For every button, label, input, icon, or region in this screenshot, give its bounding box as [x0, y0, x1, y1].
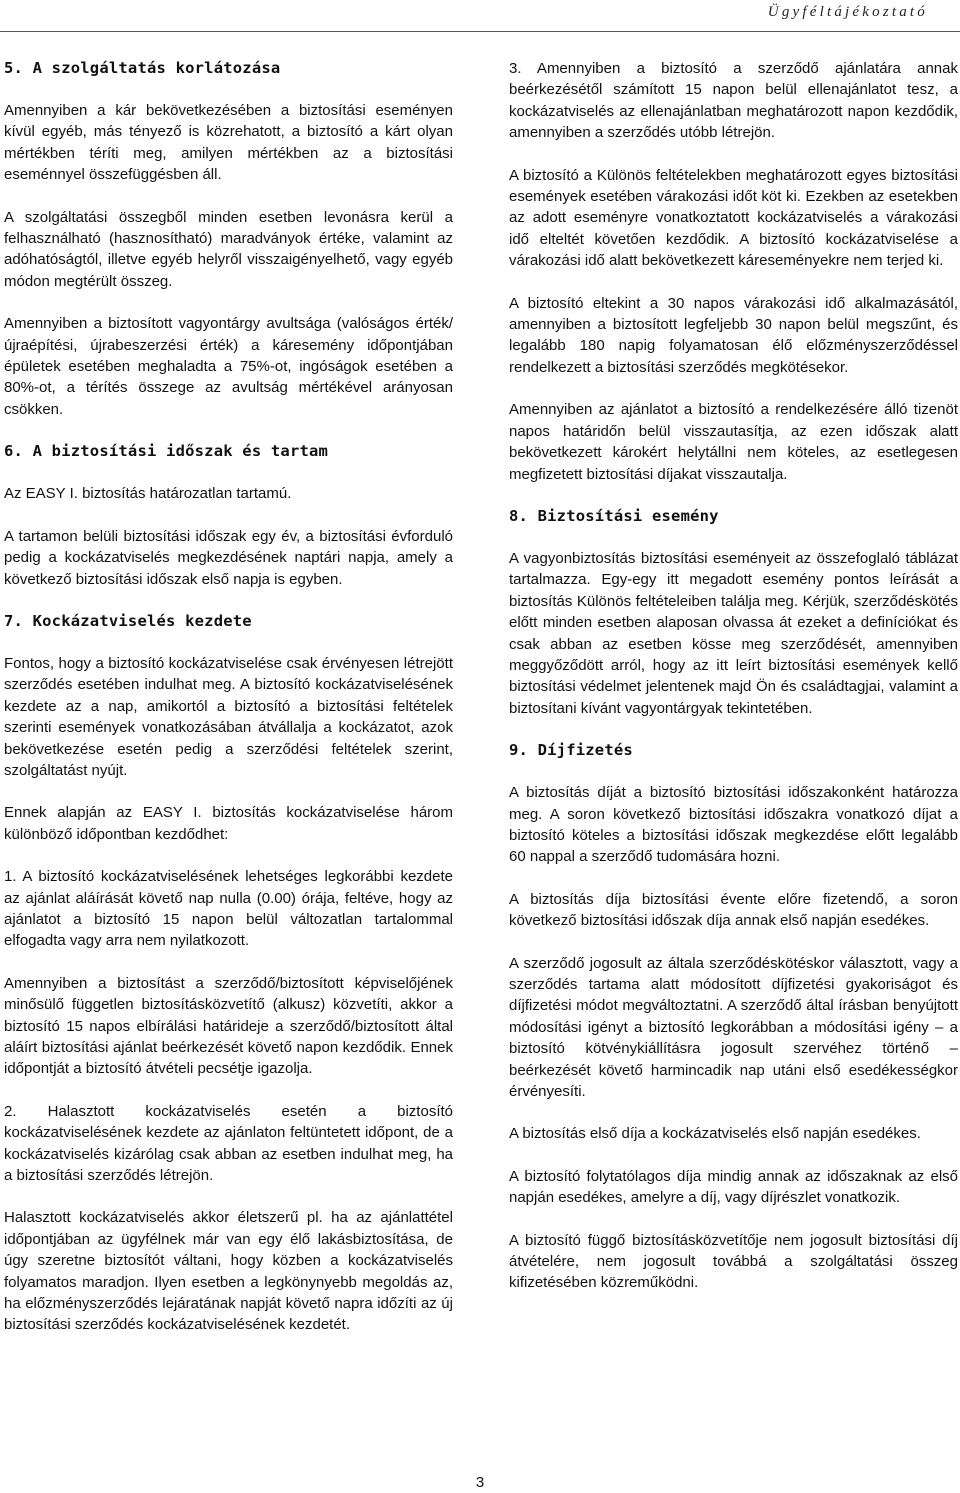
paragraph: 2. Halasztott kockázatviselés esetén a biztosító kockázatviselésének kezdete az ajánlaton feltüntetett időpont, de a kockázatviselés kizárólag csak abban az esetben indulhat meg, ha a biztosítási szerződés létrejön. [4, 1102, 453, 1185]
paragraph: A biztosító eltekint a 30 napos várakozási idő alkalmazásától, amennyiben a biztosított legfeljebb 30 napon belül megszűnt, és legalább 180 napig folyamatosan élő előzményszerződéssel rendelkezett a biztosítási szerződés megkötésekor. [509, 294, 958, 376]
paragraph: A szerződő jogosult az általa szerződéskötéskor választott, vagy a szerződés tartama alatt módosított díjfizetési gyakoriságot és díjfizetési módot megváltoztatni. A szerződő által írásban benyújtott módosítási igényt a biztosító legkorábban a módosítási igény – a biztosító kötvénykiállításra jogosult szervéhez történő – beérkezését követő harmincadik nap utáni első esedékességkor érvényesíti. [509, 954, 958, 1101]
paragraph: Az EASY I. biztosítás határozatlan tartamú. [4, 485, 292, 503]
section-heading: 6. A biztosítási időszak és tartam [4, 442, 329, 461]
section-heading: 8. Biztosítási esemény [509, 506, 719, 525]
paragraph: 3. Amennyiben a biztosító a szerződő ajánlatára annak beérkezésétől számított 15 napon belül ellenajánlatot tesz, a kockázatviselés az ellenajánlatban meghatározott napon kezdődik, amennyiben a szerződés utóbb létrejön. [509, 60, 958, 142]
section-heading: 7. Kockázatviselés kezdete [4, 611, 252, 630]
paragraph: Amennyiben a biztosított vagyontárgy avultsága (valóságos érték/újraépítési, újrabeszerzési érték) a káresemény időpontjában épületek esetében meghaladta a 75%-ot, ingóságok esetében a 80%-ot, a térítés összege az avultság mértékével arányosan csökken. [4, 315, 453, 418]
paragraph: 1. A biztosító kockázatviselésének lehetséges legkorábbi kezdete az ajánlat aláírását követő nap nulla (0.00) órája, feltéve, hogy az ajánlatot a biztosító 15 napon belül változatlan tartalommal elfogadta vagy arra nem nyilatkozott. [4, 868, 453, 950]
section-heading: 5. A szolgáltatás korlátozása [4, 59, 281, 77]
paragraph: Ennek alapján az EASY I. biztosítás kockázatviselése három különböző időpontban kezdődhet: [4, 804, 453, 843]
paragraph: A biztosítás díját a biztosító biztosítási időszakonként határozza meg. A soron következő biztosítási időszakra vonatkozó díjat a biztosító köteles a biztosítási időszak megkezdése előtt legalább 60 nappal a szerződő tudomására hozni. [509, 784, 958, 866]
paragraph: A biztosító függő biztosításközvetítője nem jogosult biztosítási díj átvételére, nem jogosult továbbá a szolgáltatási összeg kifizetésében közreműködni. [509, 1231, 958, 1292]
paragraph: Halasztott kockázatviselés akkor életszerű pl. ha az ajánlattétel időpontjában az ügyfélnek már van egy élő lakásbiztosítása, de úgy szeretne biztosítót váltani, hogy közben a kockázatviselés folyamatos maradjon. Ilyen esetben a legkönynyebb megoldás az, ha előzményszerződés lejáratának napját követő napra időzíti az új biztosítási szerződés kockázatviselésének kezdetét. [4, 1209, 453, 1334]
page-number: 3 [475, 1474, 485, 1491]
paragraph: A biztosítás díja biztosítási évente előre fizetendő, a soron következő biztosítási időszak díja annak első napján esedékes. [509, 890, 958, 930]
header-title: Ügyféltájékoztató [767, 4, 928, 20]
paragraph: A biztosítás első díja a kockázatviselés első napján esedékes. [509, 1125, 921, 1143]
paragraph: A biztosító a Különös feltételekben meghatározott egyes biztosítási események esetében várakozási időt köt ki. Ezekben az esetekben az adott eseményre vonatkoztatott kockázatviselés a várakozási idő elteltét követően kezdődik. A biztosító kockázatviselése a várakozási idő alatt bekövetkezett káreseményekre nem terjed ki. [509, 166, 958, 270]
paragraph: A vagyonbiztosítás biztosítási eseményeit az összefoglaló táblázat tartalmazza. Egy-egy itt megadott esemény pontos leírását a biztosítás Különös feltételeiben találja meg. Kérjük, szerződéskötés előtt minden esetben alaposan olvassa át ezeket a definíciókat és csak abban az esetben kösse meg szerződését, amennyiben meggyőződött arról, hogy az itt leírt biztosítási események kellő biztosítási védelmet jelentenek majd Ön és családtagjai, valamint a biztosítani kívánt vagyontárgyak tekintetében. [509, 549, 958, 717]
paragraph: A biztosító folytatólagos díja mindig annak az időszaknak az első napján esedékes, amelyre a díj, vagy díjrészlet vonatkozik. [509, 1167, 958, 1207]
left-column [4, 58, 453, 1357]
section-heading: 9. Díjfizetés [509, 741, 633, 760]
paragraph: Amennyiben az ajánlatot a biztosító a rendelkezésére álló tizenöt napos határidőn belül visszautasítja, az ezen időszak alatt bekövetkezett károkért helytállni nem köteles, az esetlegesen megfizetett biztosítási díjakat visszautalja. [509, 401, 958, 483]
paragraph: Amennyiben a kár bekövetkezésében a biztosítási eseményen kívül egyéb, más tényező is közrehatott, a biztosító a kárt olyan mértékben téríti meg, amilyen mértékben az a biztosítási eseménnyel összefüggésben áll. [4, 102, 453, 184]
page-header [0, 0, 960, 30]
paragraph: Amennyiben a biztosítást a szerződő/biztosított képviselőjének minősülő független biztosításközvetítő (alkusz) közvetíti, akkor a biztosító 15 napos elbírálási határideje a szerződő/biztosított által aláírt biztosítási ajánlat beérkezését követő napon kezdődik. Ennek időpontját a biztosító átvételi pecsétje igazolja. [4, 974, 453, 1078]
paragraph: A szolgáltatási összegből minden esetben levonásra kerül a felhasználható (hasznosítható) maradványok értéke, valamint az adóhatóságtól, illetve egyéb helyről visszaigényelhető, vagy egyéb módon megtérült összeg. [4, 208, 453, 290]
paragraph: Fontos, hogy a biztosító kockázatviselése csak érvényesen létrejött szerződés esetében indulhat meg. A biztosító kockázatviselésének kezdete az a nap, amikortól a biztosító a biztosítási feltételek szerinti események vonatkozásában átvállalja a kockázatot, azok bekövetkezése esetén pedig a szerződési feltételek szerint, szolgáltatást nyújt. [4, 654, 453, 779]
header-rule [0, 31, 960, 32]
paragraph: A tartamon belüli biztosítási időszak egy év, a biztosítási évforduló pedig a kockázatviselés megkezdésének naptári napja, amely a következő biztosítási időszak első napja is egyben. [4, 527, 453, 588]
right-column [509, 58, 958, 1315]
